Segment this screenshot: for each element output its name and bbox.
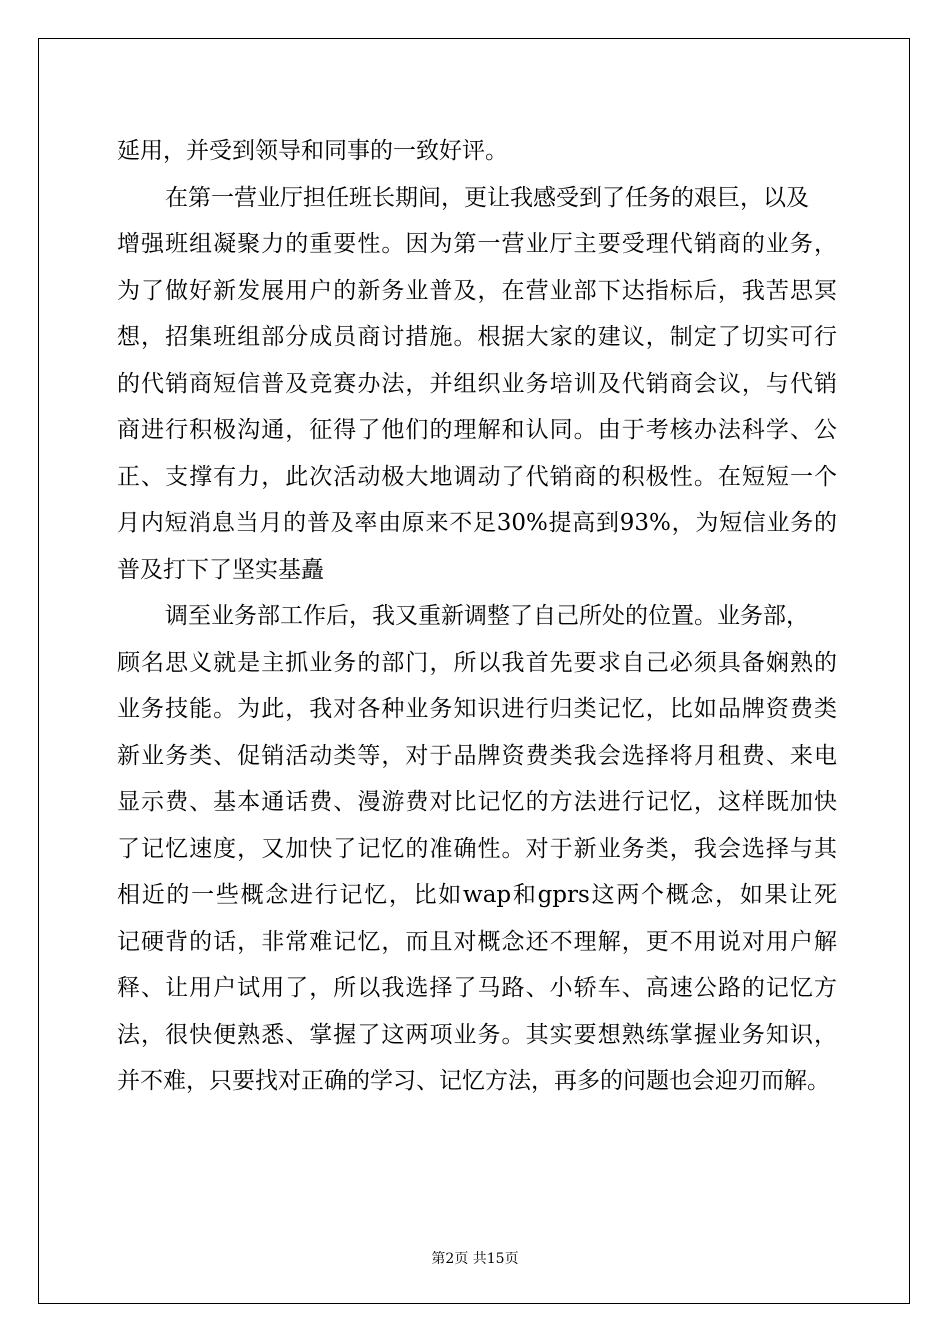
page-number-footer: 第2页 共15页: [431, 1251, 519, 1267]
text-line: 想，招集班组部分成员商讨措施。根据大家的建议，制定了切实可行: [117, 324, 837, 350]
text-line: 延用，并受到领导和同事的一致好评。: [117, 138, 508, 164]
text-line: 月内短消息当月的普及率由原来不足30%提高到93%，为短信业务的: [117, 510, 837, 536]
text-line: 释、让用户试用了，所以我选择了马路、小轿车、高速公路的记忆方: [117, 975, 837, 1001]
text-line: 并不难，只要找对正确的学习、记忆方法，再多的问题也会迎刃而解。: [117, 1068, 830, 1094]
document-body: [117, 128, 837, 1105]
text-line: 顾名思义就是主抓业务的部门，所以我首先要求自己必须具备娴熟的: [117, 649, 837, 676]
text-line: 了记忆速度，又加快了记忆的准确性。对于新业务类，我会选择与其: [117, 835, 837, 862]
text-line: 相近的一些概念进行记忆，比如wap和gprs这两个概念，如果让死: [117, 882, 837, 908]
text-line: 业务技能。为此，我对各种业务知识进行归类记忆，比如品牌资费类: [117, 696, 837, 722]
text-line: 新业务类、促销活动类等，对于品牌资费类我会选择将月租费、来电: [117, 742, 837, 769]
text-line: 法，很快便熟悉、掌握了这两项业务。其实要想熟练掌握业务知识，: [117, 1021, 837, 1048]
text-line: 普及打下了坚实基矗: [117, 556, 324, 583]
text-line: 记硬背的话，非常难记忆，而且对概念还不理解，更不用说对用户解: [117, 928, 837, 955]
text-line: 为了做好新发展用户的新务业普及，在营业部下达指标后，我苦思冥: [117, 277, 837, 304]
text-line: 的代销商短信普及竞赛办法，并组织业务培训及代销商会议，与代销: [117, 370, 837, 397]
text-line: 正、支撑有力，此次活动极大地调动了代销商的积极性。在短短一个: [117, 463, 837, 490]
text-line: 在第一营业厅担任班长期间，更让我感受到了任务的艰巨，以及: [165, 184, 809, 211]
text-line: 增强班组凝聚力的重要性。因为第一营业厅主要受理代销商的业务，: [117, 231, 837, 257]
text-line: 商进行积极沟通，征得了他们的理解和认同。由于考核办法科学、公: [117, 417, 837, 443]
text-line: 调至业务部工作后，我又重新调整了自己所处的位置。业务部，: [165, 603, 809, 629]
text-line: 显示费、基本通话费、漫游费对比记忆的方法进行记忆，这样既加快: [117, 789, 837, 815]
